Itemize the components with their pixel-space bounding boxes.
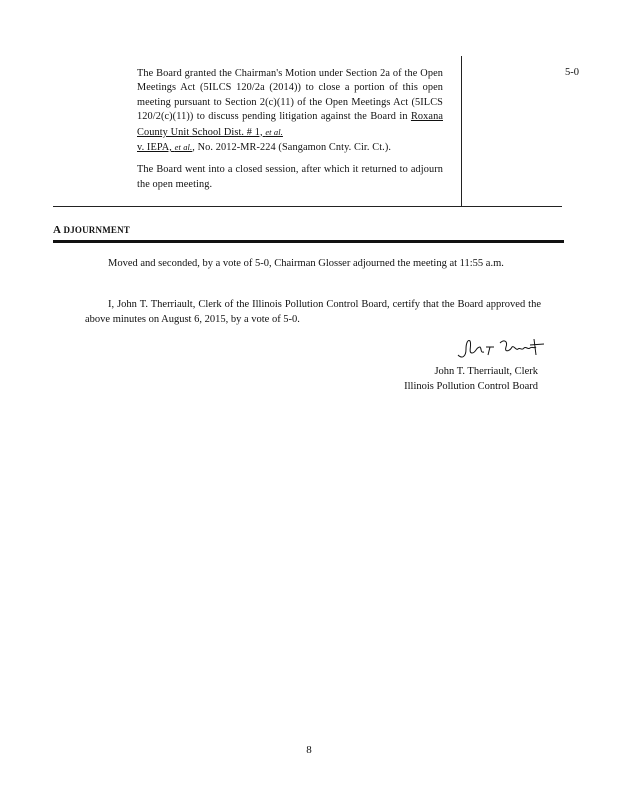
clerk-name-title: John T. Therriault, Clerk (434, 366, 538, 377)
clerk-signature (454, 335, 546, 363)
table-bottom-rule (53, 206, 562, 207)
case-name-part2: v. IEPA, (137, 142, 172, 154)
clerk-organization: Illinois Pollution Control Board (404, 381, 538, 392)
motion-description (137, 67, 443, 192)
case-number: , No. 2012-MR-224 (Sangamon Cnty. Cir. Ct.). (192, 142, 392, 154)
case-etal-2: et al. (174, 142, 193, 153)
case-etal-1: et al. (265, 126, 283, 137)
motion-table (53, 56, 579, 206)
section-rule (53, 240, 564, 243)
heading-initial: A (53, 224, 61, 236)
vote-result: 5-0 (565, 67, 579, 78)
section-heading (53, 224, 130, 236)
heading-rest: DJOURNMENT (63, 225, 130, 235)
certification-paragraph: I, John T. Therriault, Clerk of the Illinois Pollution Control Board, certify that the Board approved the above minutes on August 6, 2015, by a vote of 5-0. (85, 299, 541, 325)
adjournment-paragraph: Moved and seconded, by a vote of 5-0, Chairman Glosser adjourned the meeting at 11:55 a.m. (108, 258, 504, 269)
signature-block (360, 364, 538, 394)
case-name-part1: Roxana County Unit School Dist. # 1, (137, 111, 443, 138)
column-divider (461, 56, 462, 206)
closed-session-paragraph: The Board went into a closed session, after which it returned to adjourn the open meeting. (137, 164, 443, 190)
page-number: 8 (306, 744, 312, 756)
motion-paragraph (137, 67, 443, 155)
motion-text: The Board granted the Chairman's Motion under Section 2a of the Open Meetings Act (5ILCS 120/2a (2014)) to close a portion of this open meeting pursuant to Section 2(c)(11) of the Open Meetings Act (5ILCS 120/2(c)(11)) to discuss pending litigation against the Board in (137, 68, 443, 123)
